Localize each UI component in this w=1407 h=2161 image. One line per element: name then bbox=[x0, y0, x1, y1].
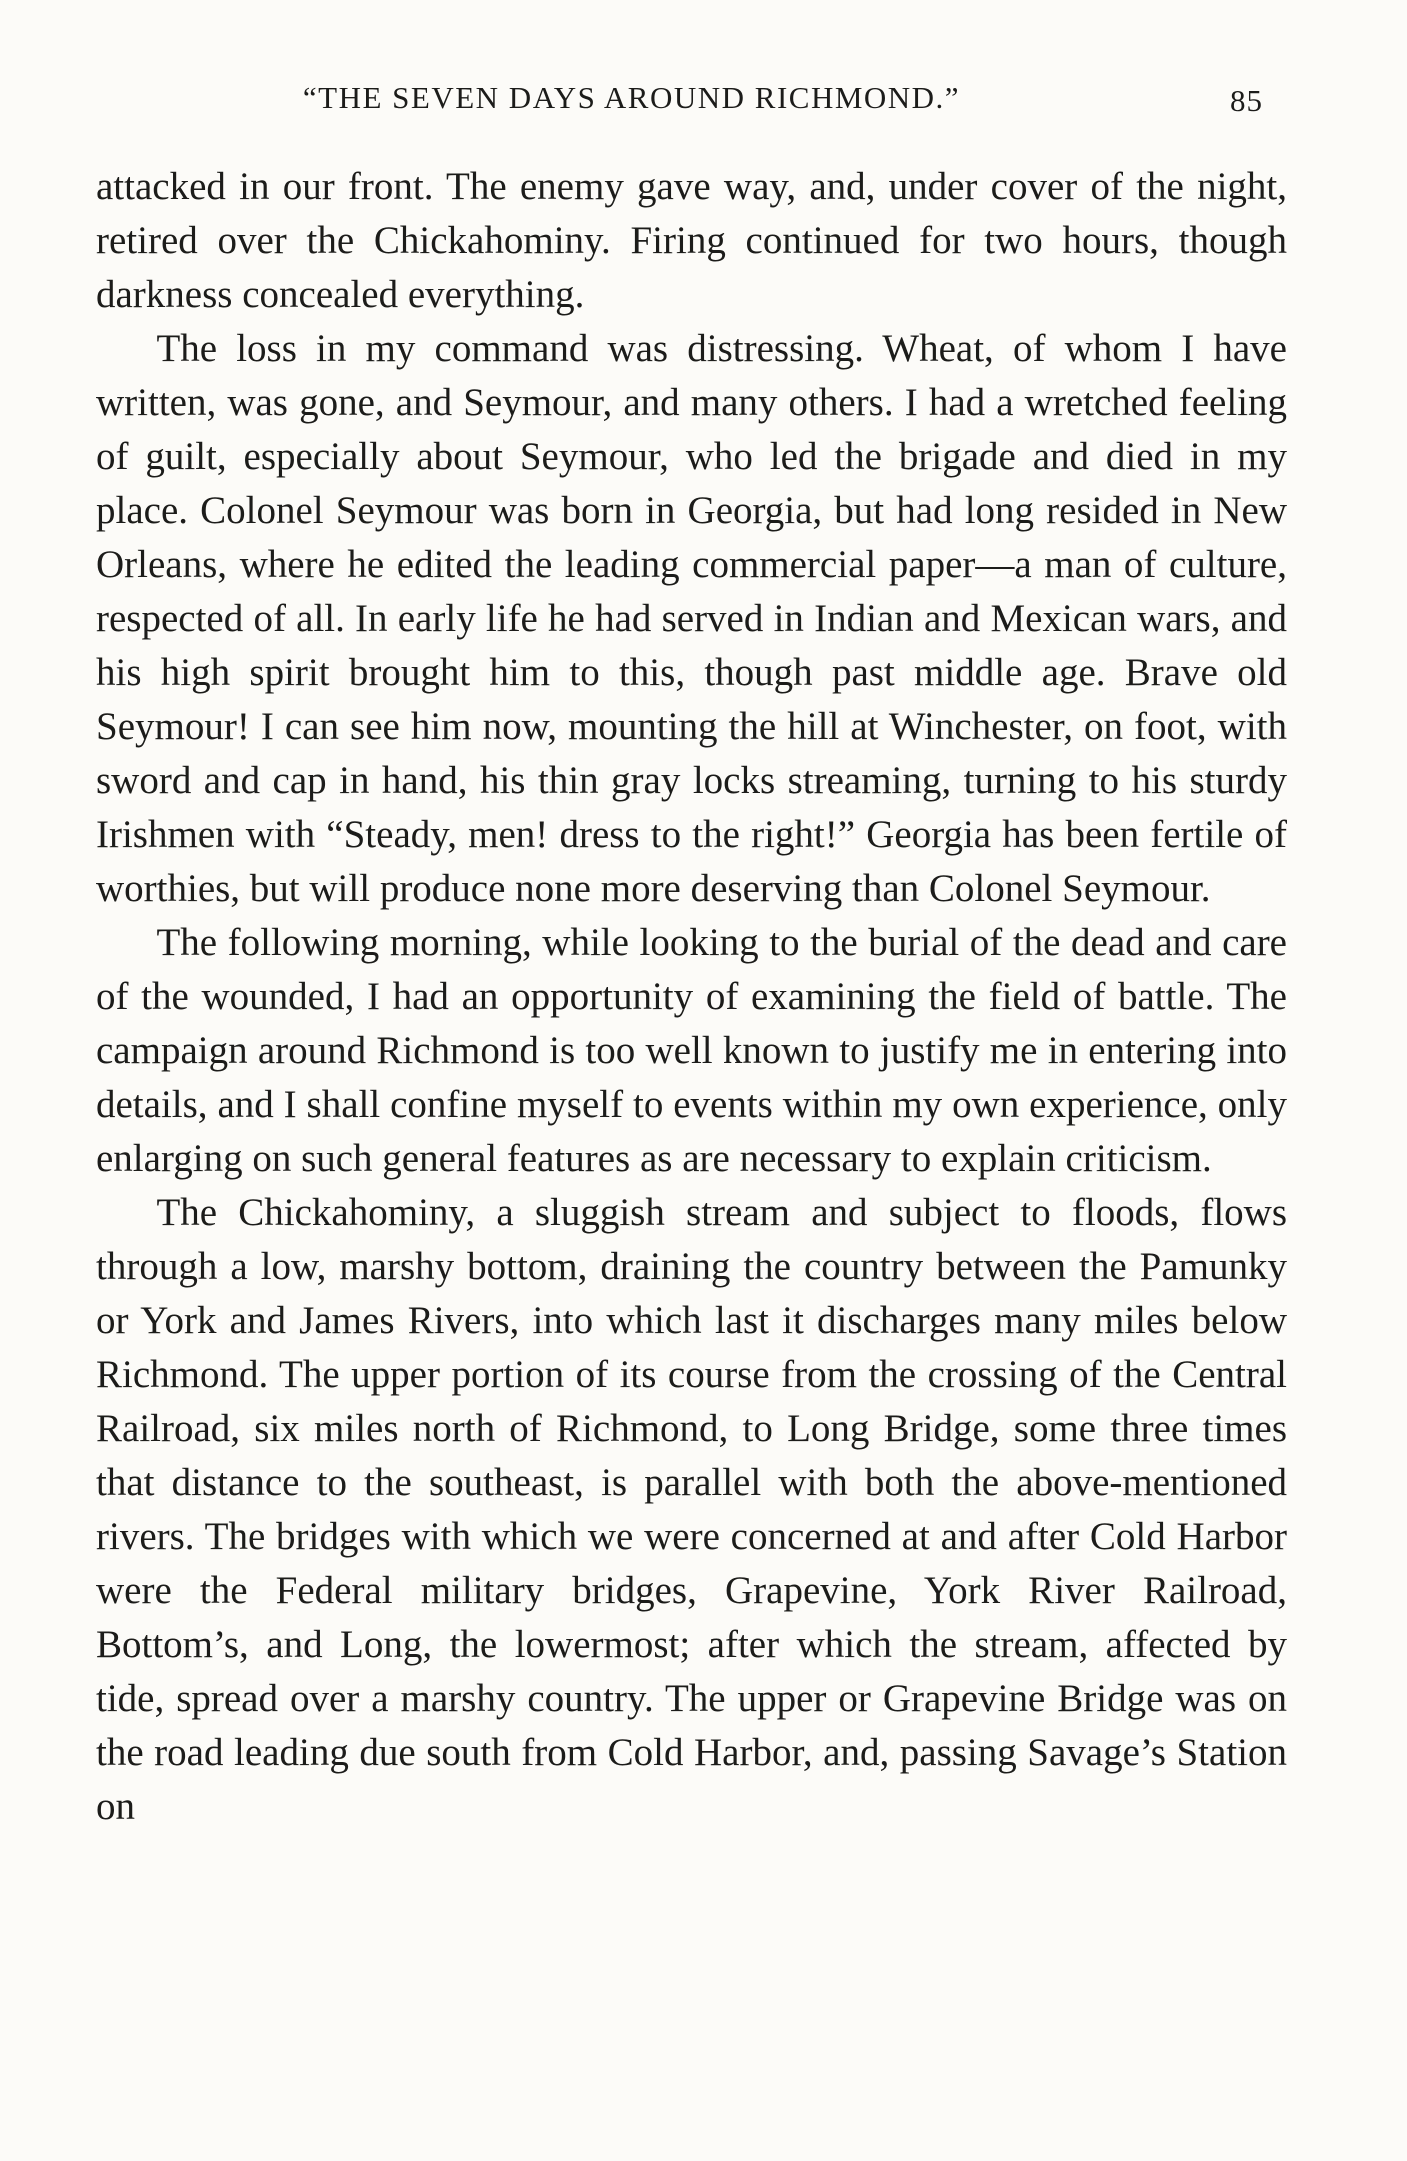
body-text bbox=[96, 160, 1287, 1834]
running-title: “THE SEVEN DAYS AROUND RICHMOND.” bbox=[302, 80, 961, 115]
paragraph-3: The following morning, while looking to the burial of the dead and care of the wounded, I had an opportunity of examining the field of battle. The campaign around Richmond is too well known to justify me in entering into details, and I shall confine myself to events within my own experience, only enlarging on such general features as are necessary to explain criticism. bbox=[96, 921, 1287, 1180]
paragraph-4: The Chickahominy, a sluggish stream and subject to floods, flows through a low, marshy bottom, draining the country between the Pamunky or York and James Rivers, into which last it discharges many miles below Richmond. The upper portion of its course from the crossing of the Central Railroad, six miles north of Richmond, to Long Bridge, some three times that distance to the southeast, is parallel with both the above-mentioned rivers. The bridges with which we were concerned at and after Cold Harbor were the Federal military bridges, Grapevine, York River Railroad, Bottom’s, and Long, the lowermost; after which the stream, affected by tide, spread over a marshy country. The upper or Grapevine Bridge was on the road leading due south from Cold Harbor, and, passing Savage’s Station on bbox=[96, 1191, 1287, 1828]
paragraph-2: The loss in my command was distressing. Wheat, of whom I have written, was gone, and Seymour, and many others. I had a wretched feeling of guilt, especially about Seymour, who led the brigade and died in my place. Colonel Seymour was born in Georgia, but had long resided in New Orleans, where he edited the leading commercial paper—a man of culture, respected of all. In early life he had served in Indian and Mexican wars, and his high spirit brought him to this, though past middle age. Brave old Seymour! I can see him now, mounting the hill at Winchester, on foot, with sword and cap in hand, his thin gray locks streaming, turning to his sturdy Irishmen with “Steady, men! dress to the right!” Georgia has been fertile of worthies, but will produce none more deserving than Colonel Seymour. bbox=[96, 327, 1287, 910]
page-number: 85 bbox=[1230, 83, 1263, 118]
page-header bbox=[96, 80, 1287, 122]
paragraph-1: attacked in our front. The enemy gave way, and, under cover of the night, retired over the Chickahominy. Firing continued for two hours, though darkness concealed everything. bbox=[96, 165, 1287, 316]
